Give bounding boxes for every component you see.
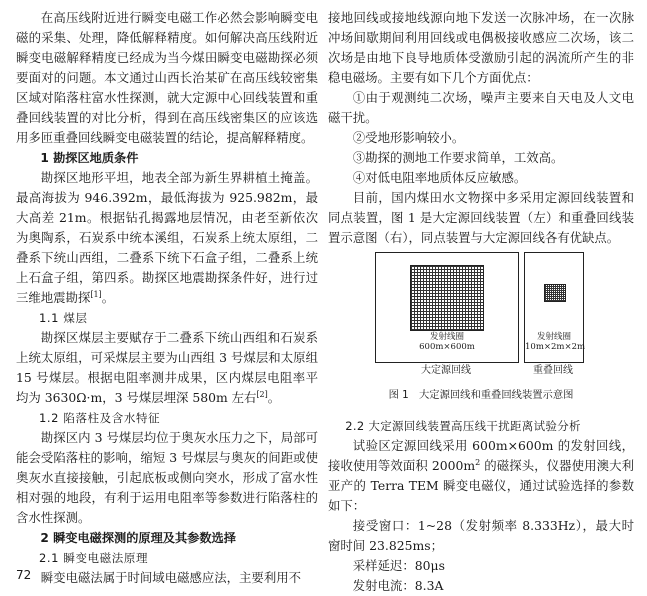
geology-end: 。 xyxy=(101,290,115,305)
principle-paragraph-continued: 接地回线或接地线源向地下发送一次脉冲场，在一次脉冲场间歇期间利用回线或电偶极接收感应二次场，该二次场是由地下良导地质体受激励引起的涡流所产生的非稳电磁场。主要有如下几个方面优点： xyxy=(328,10,634,85)
param-sampling-delay: 采样延迟：80μs xyxy=(352,558,445,573)
advantage-item: ②受地形影响较小。 xyxy=(352,130,465,145)
advantage-item: ③勘探的测地工作要求简单，工效高。 xyxy=(352,150,564,165)
overlapping-loop-caption: 重叠回线 xyxy=(533,365,573,376)
figure-1-caption: 图 1 大定源回线和重叠回线装置示意图 xyxy=(388,389,574,401)
citation-2: [2] xyxy=(256,389,268,399)
intro-paragraph: 在高压线附近进行瞬变电磁工作必然会影响瞬变电磁的采集、处理，降低解释精度。如何解决高压线附近瞬变电磁解释精度已经成为当今煤田瞬变电磁勘探必须要面对的问题。本文通过山西长治某矿在高压线较密集区域对陷落柱富水性探测，就大定源中心回线装置和重叠回线装置的对比分析，得到在高压线密集区的应该选用多匝重叠回线瞬变电磁装置的结论，提高解释精度。 xyxy=(16,10,318,145)
small-loop-label-title: 发射线圈 xyxy=(536,332,571,342)
param-transmit-current: 发射电流：8.3A xyxy=(352,578,444,593)
geology-paragraph xyxy=(16,168,318,308)
citation-1: [1] xyxy=(90,289,102,299)
small-loop-label xyxy=(525,332,586,352)
overlapping-loop-diagram xyxy=(524,252,584,363)
large-loop-label-title: 发射线圈 xyxy=(429,332,464,342)
page-number: 72 xyxy=(16,568,32,582)
large-transmitter-loop-grid xyxy=(410,265,484,331)
advantage-item: ①由于观测纯二次场，噪声主要来自天电及人文电磁干扰。 xyxy=(328,90,634,125)
figure-1 xyxy=(328,252,634,388)
experiment-paragraph xyxy=(328,436,634,516)
coal-end: 。 xyxy=(267,390,281,405)
section-1-2-heading: 1.2 陷落柱及含水特征 xyxy=(39,411,161,425)
large-fixed-loop-caption: 大定源回线 xyxy=(421,365,471,376)
section-2-2-heading: 2.2 大定源回线装置高压线干扰距离试验分析 xyxy=(345,419,581,433)
experiment-text-a: 试验区定源回线采用 600m×600m 的发射回线，接收使用等效面积 2000m xyxy=(328,438,634,473)
section-2-1-heading: 2.1 瞬变电磁法原理 xyxy=(39,551,149,565)
geology-text: 勘探区地形平坦，地表全部为新生界耕植土掩盖。最高海拔为 946.392m，最低海拔为 925.982m，最大高差 21m。根据钻孔揭露地层情况，由老至新依次为奥陶系，石炭系中统本溪组，石炭系上统太原组，二叠系下统山西组，二叠系下统下石盒子组，二叠系上统上石盒子组，第四系。勘探区地震勘探条件好，进行过三维地震勘探 xyxy=(16,170,318,305)
small-loop-label-size: 10m×2m×2m xyxy=(525,342,586,352)
coal-text: 勘探区煤层主要赋存于二叠系下统山西组和石炭系上统太原组，可采煤层主要为山西组 3 号煤层和太原组 15 号煤层。根据电阻率测井成果，区内煤层电阻率平均为 3630Ω·m，3 号煤层埋深 580m 左右 xyxy=(16,330,318,405)
collapse-paragraph: 勘探区内 3 号煤层均位于奥灰水压力之下，局部可能会受陷落柱的影响，缩短 3 号煤层与奥灰的间距或使奥灰水直接接触，引起底板或侧向突水，形成了富水性相对强的地段，有利于运用电阻率等参数进行陷落柱的含水性探测。 xyxy=(16,430,318,525)
param-receive-window: 接受窗口：1~28（发射频率 8.333Hz），最大时窗时间 23.825ms； xyxy=(328,518,634,553)
principle-paragraph-start: 瞬变电磁法属于时间域电磁感应法，主要利用不 xyxy=(40,570,301,585)
section-2-heading: 2 瞬变电磁探测的原理及其参数选择 xyxy=(40,531,236,545)
left-column xyxy=(16,8,318,588)
coal-paragraph xyxy=(16,328,318,408)
section-1-1-heading: 1.1 煤层 xyxy=(39,311,88,325)
large-fixed-loop-diagram xyxy=(375,252,519,363)
right-column xyxy=(328,8,634,596)
devices-paragraph: 目前，国内煤田水文物探中多采用定源回线装置和同点装置，图 1 是大定源回线装置（左）和重叠回线装置示意图（右），同点装置与大定源回线各有优缺点。 xyxy=(328,190,634,245)
large-loop-label xyxy=(404,332,490,352)
advantage-item: ④对低电阻率地质体反应敏感。 xyxy=(352,170,527,185)
small-transmitter-loop-grid xyxy=(544,284,566,302)
experiment-text-b: 的磁探头，仪器使用澳大利亚产的 Terra TEM 瞬变电磁仪，通过试验选择的参数如下： xyxy=(328,458,634,513)
section-1-heading: 1 勘探区地质条件 xyxy=(40,151,139,165)
large-loop-label-size: 600m×600m xyxy=(419,342,475,352)
squared-superscript: 2 xyxy=(475,457,481,467)
